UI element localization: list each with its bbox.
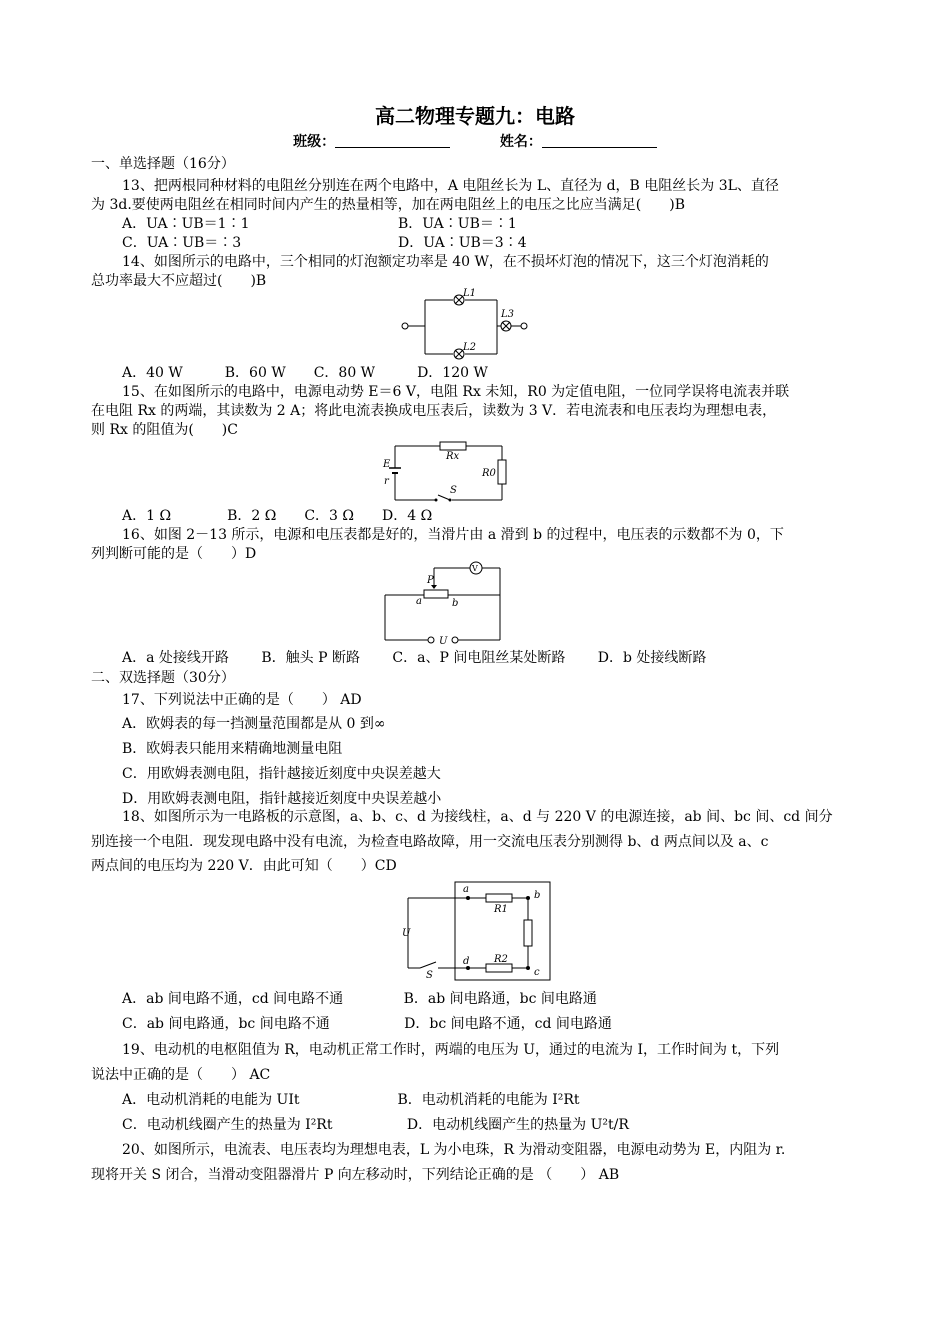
q19-line2: 说法中正确的是（ ） AC [91, 1067, 271, 1083]
q14-line2: 总功率最大不应超过( )B [91, 273, 267, 289]
q20-line2: 现将开关 S 闭合，当滑动变阻器滑片 P 向左移动时，下列结论正确的是 （ ） AB [91, 1167, 620, 1183]
class-blank[interactable] [335, 133, 450, 148]
q13-option-b: B．UA∶UB＝∶1 [398, 216, 517, 232]
label-e: E [383, 459, 391, 470]
q17-stem: 17、下列说法中正确的是（ ） AD [122, 692, 362, 708]
q17-option-b: B．欧姆表只能用来精确地测量电阻 [122, 741, 343, 757]
q18-line2: 别连接一个电阻．现发现电路中没有电流，为检查电路故障，用一交流电压表分别测得 b、d 两点间以及 a、c [91, 834, 769, 850]
label-a: a [416, 596, 422, 607]
q14-circuit-figure [395, 288, 535, 358]
name-blank[interactable] [542, 133, 657, 148]
label-s: S [426, 970, 433, 981]
q15-circuit-figure [380, 440, 510, 505]
label-a: a [463, 884, 469, 895]
q17-option-a: A．欧姆表的每一挡测量范围都是从 0 到∞ [122, 716, 386, 732]
q15-line2: 在电阻 Rx 的两端，其读数为 2 A；将此电流表换成电压表后，读数为 3 V．若电流表和电压表均为理想电表， [91, 403, 777, 419]
q18-line3: 两点间的电压均为 220 V．由此可知（ ）CD [91, 858, 397, 874]
q13-option-d: D．UA∶UB＝3∶4 [398, 235, 527, 251]
q16-line1: 16、如图 2－13 所示，电源和电压表都是好的，当滑片由 a 滑到 b 的过程中，电压表的示数都不为 0，下 [122, 527, 784, 543]
q13-option-a: A．UA∶UB＝1∶1 [122, 216, 250, 232]
section-double-choice: 二、双选择题（30分） [91, 670, 235, 686]
label-l1: L1 [463, 288, 477, 299]
label-b: b [452, 598, 459, 609]
q18-options-ab: A．ab 间电路不通，cd 间电路不通 B．ab 间电路通，bc 间电路通 [122, 991, 597, 1007]
label-l2: L2 [463, 342, 477, 353]
q13-line1: 13、把两根同种材料的电阻丝分别连在两个电路中，A 电阻丝长为 L、直径为 d，B 电阻丝长为 3L、直径 [122, 178, 779, 194]
q19-line1: 19、电动机的电枢阻值为 R，电动机正常工作时，两端的电压为 U，通过的电流为 I，工作时间为 t，下列 [122, 1042, 780, 1058]
page-title: 高二物理专题九：电路 [375, 104, 575, 128]
q13-line2: 为 3d.要使两电阻丝在相同时间内产生的热量相等，加在两电阻丝上的电压之比应当满足( )B [91, 197, 685, 213]
label-rx: Rx [446, 451, 460, 462]
q15-line3: 则 Rx 的阻值为( )C [91, 422, 238, 438]
student-info-row [0, 131, 950, 151]
q16-line2: 列判断可能的是（ ）D [91, 546, 257, 562]
label-r: r [384, 476, 389, 487]
class-label: 班级： [293, 134, 336, 150]
q14-options: A．40 W B．60 W C．80 W D．120 W [122, 365, 488, 381]
label-u: U [402, 928, 411, 939]
section-single-choice: 一、单选择题（16分） [91, 156, 235, 172]
voltmeter-label: V [472, 564, 478, 573]
q16-options: A．a 处接线开路 B．触头 P 断路 C．a、P 间电阻丝某处断路 D．b 处接线断路 [122, 650, 707, 666]
q15-options: A．1 Ω B．2 Ω C．3 Ω D．4 Ω [122, 508, 433, 524]
q19-options-cd: C．电动机线圈产生的热量为 I²Rt D．电动机线圈产生的热量为 U²t/R [122, 1117, 629, 1133]
label-u: U [439, 636, 448, 647]
label-r2: R2 [494, 954, 508, 965]
q19-options-ab: A．电动机消耗的电能为 UIt B．电动机消耗的电能为 I²Rt [122, 1092, 580, 1108]
label-r1: R1 [494, 904, 508, 915]
q14-line1: 14、如图所示的电路中，三个相同的灯泡额定功率是 40 W，在不损坏灯泡的情况下，这三个灯泡消耗的 [122, 254, 769, 270]
q17-option-d: D．用欧姆表测电阻，指针越接近刻度中央误差越小 [122, 791, 442, 807]
label-d: d [463, 956, 470, 967]
label-l3: L3 [501, 309, 515, 320]
q16-circuit-figure [380, 560, 505, 650]
label-c: c [534, 967, 540, 978]
q18-circuit-figure [400, 880, 555, 985]
label-b: b [534, 890, 541, 901]
q20-line1: 20、如图所示，电流表、电压表均为理想电表，L 为小电珠，R 为滑动变阻器，电源电动势为 E，内阻为 r. [122, 1142, 786, 1158]
q18-line1: 18、如图所示为一电路板的示意图，a、b、c、d 为接线柱，a、d 与 220 V 的电源连接，ab 间、bc 间、cd 间分 [122, 809, 833, 825]
q17-option-c: C．用欧姆表测电阻，指针越接近刻度中央误差越大 [122, 766, 441, 782]
label-p: P [427, 575, 434, 586]
q18-options-cd: C．ab 间电路通，bc 间电路不通 D．bc 间电路不通，cd 间电路通 [122, 1016, 612, 1032]
name-label: 姓名： [499, 134, 542, 150]
q13-option-c: C．UA∶UB＝∶3 [122, 235, 242, 251]
label-s: S [450, 485, 457, 496]
label-r0: R0 [482, 468, 496, 479]
q15-line1: 15、在如图所示的电路中，电源电动势 E＝6 V，电阻 Rx 未知，R0 为定值电阻，一位同学误将电流表并联 [122, 384, 790, 400]
